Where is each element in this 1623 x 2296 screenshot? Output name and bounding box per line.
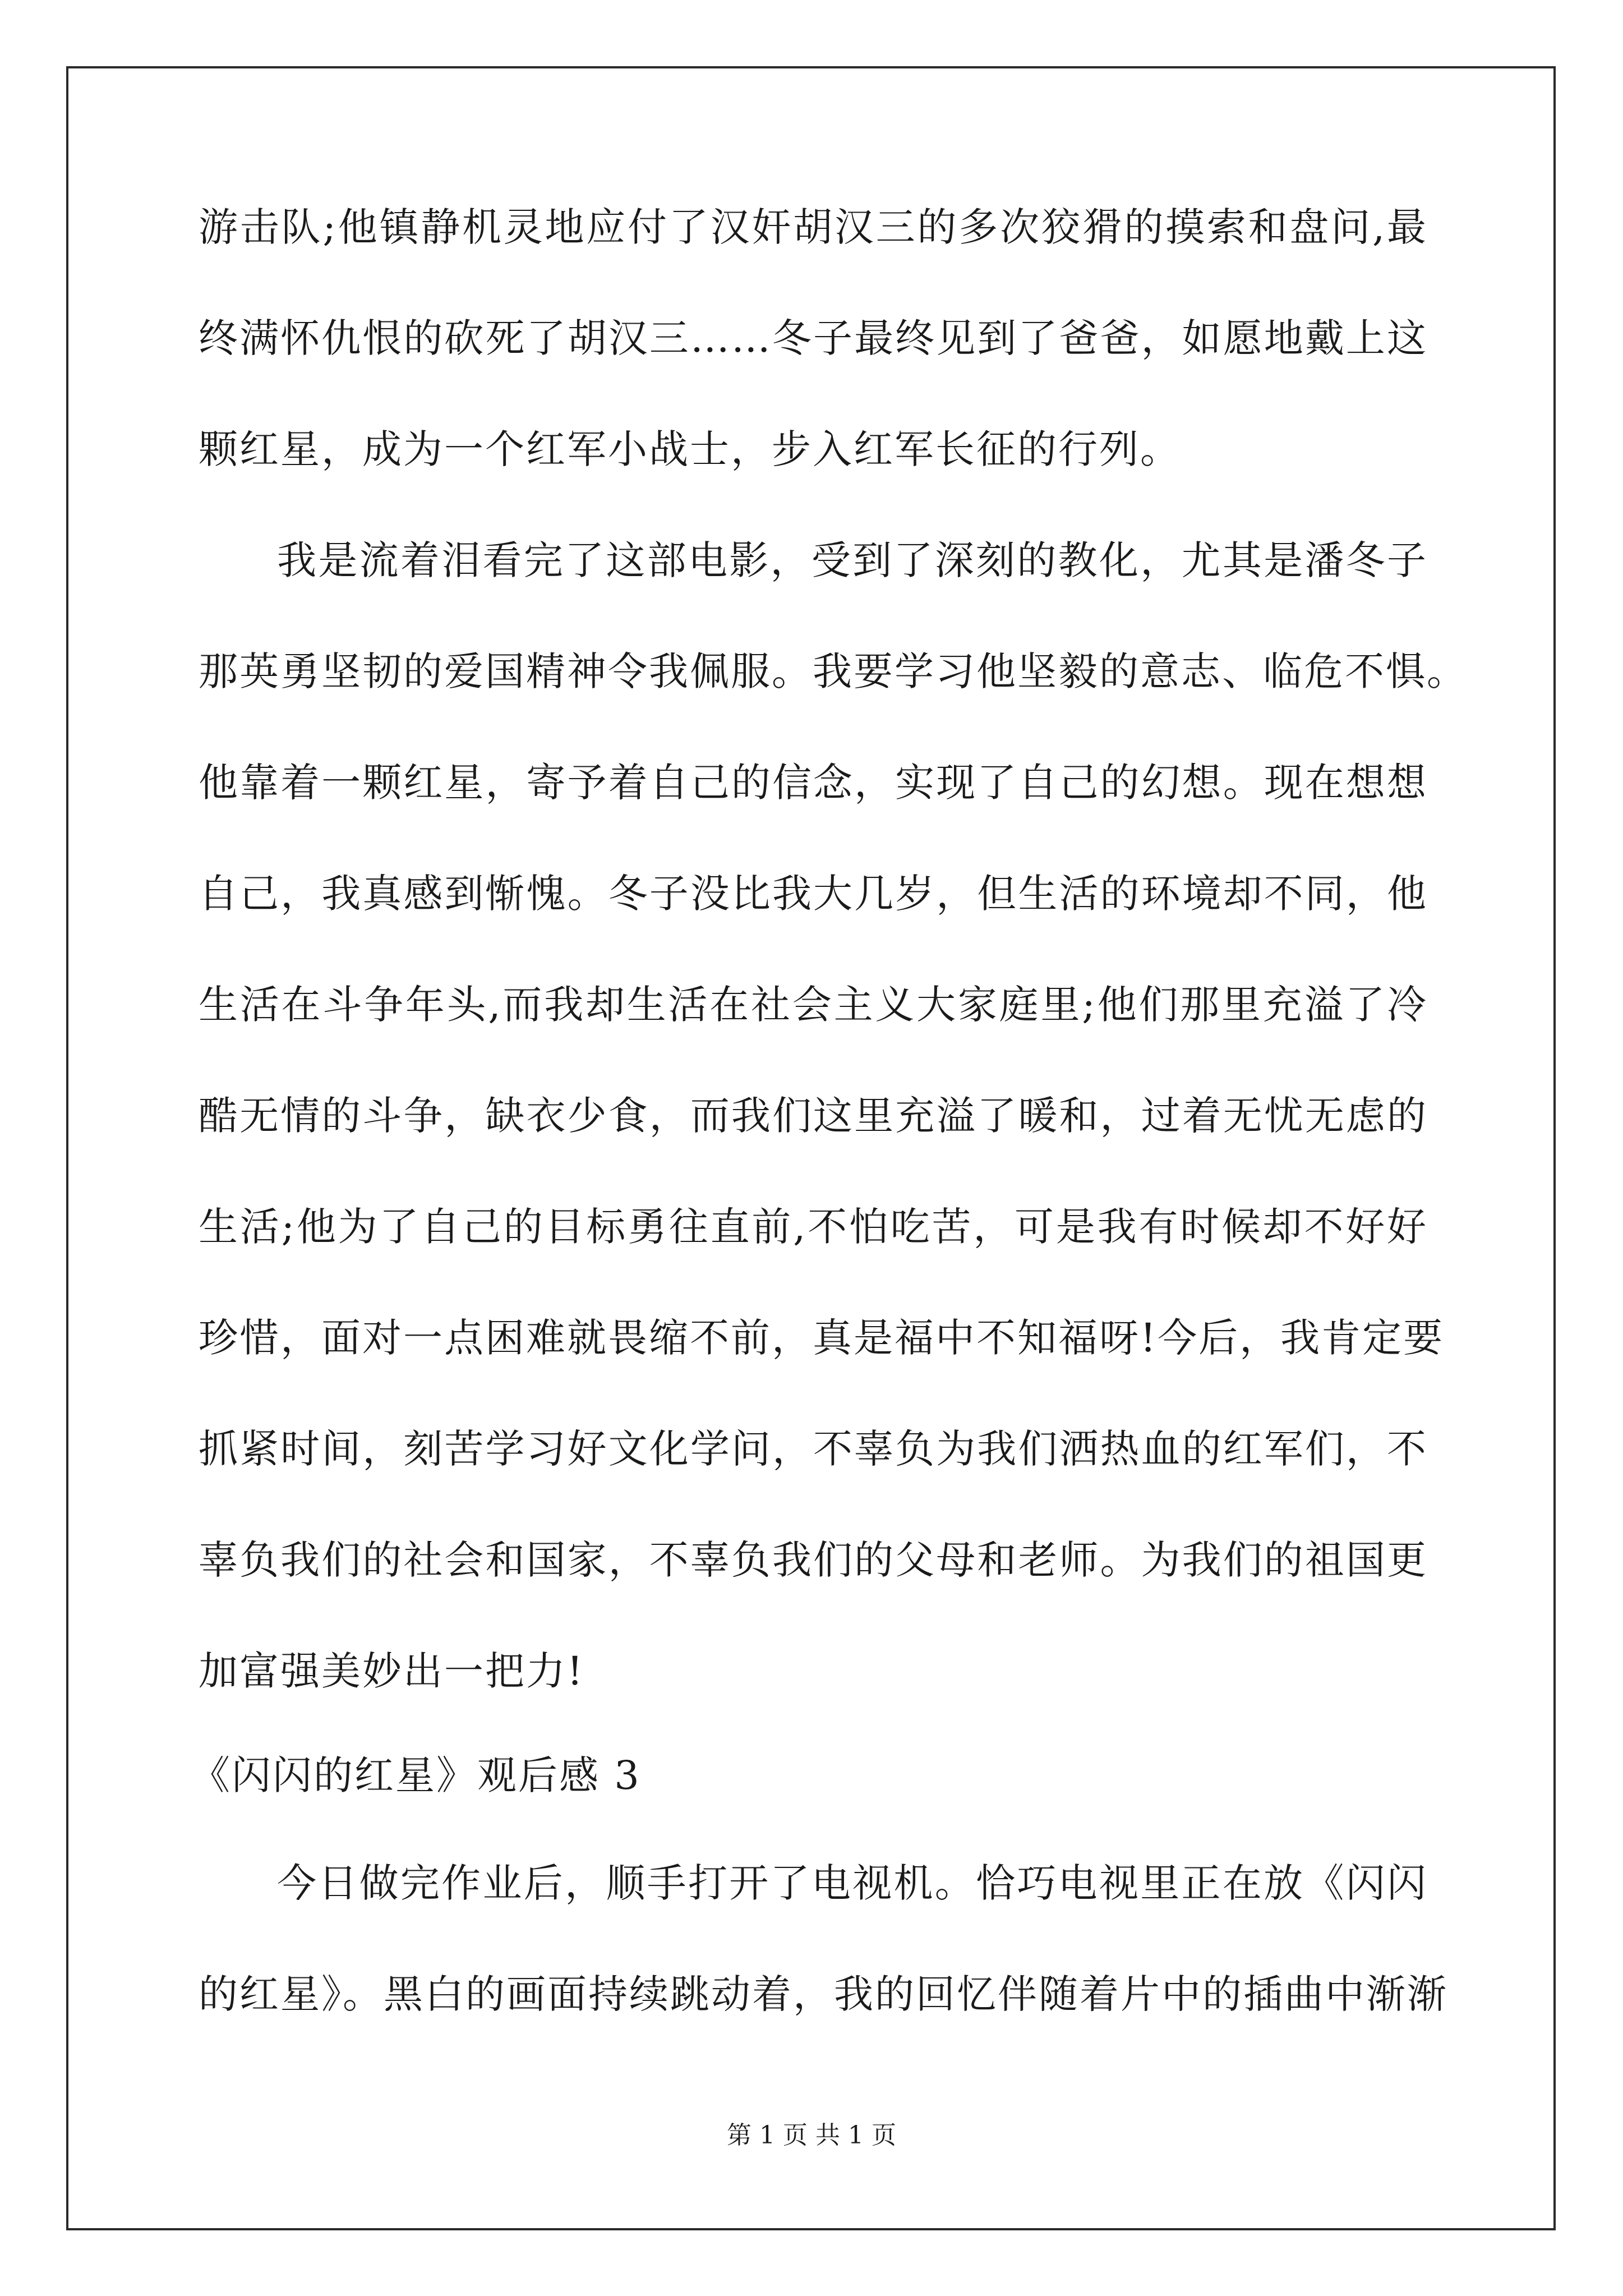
paragraph-line: 的红星》。黑白的画面持续跳动着，我的回忆伴随着片中的插曲中渐渐 [199,1971,1448,2017]
paragraph-line: 辜负我们的社会和国家，不辜负我们的父母和老师。为我们的祖国更 [199,1537,1428,1583]
paragraph-line: 颗红星，成为一个红军小战士，步入红军长征的行列。 [199,426,1181,472]
paragraph-line: 加富强美妙出一把力! [199,1648,585,1694]
page-footer: 第 1 页 共 1 页 [727,2121,896,2150]
paragraph-line: 酷无情的斗争，缺衣少食，而我们这里充溢了暖和，过着无忧无虑的 [199,1093,1428,1139]
paragraph-line: 珍惜，面对一点困难就畏缩不前，真是福中不知福呀!今后，我肯定要 [199,1315,1445,1361]
paragraph-line: 抓紧时间，刻苦学习好文化学问，不辜负为我们洒热血的红军们，不 [199,1426,1428,1472]
paragraph-line: 今日做完作业后，顺手打开了电视机。恰巧电视里正在放《闪闪 [277,1860,1428,1906]
paragraph-line: 游击队;他镇静机灵地应付了汉奸胡汉三的多次狡猾的摸索和盘问,最 [199,204,1428,250]
paragraph-line: 他靠着一颗红星，寄予着自己的信念，实现了自己的幻想。现在想想 [199,760,1428,806]
section-heading: 《闪闪的红星》观后感 3 [191,1752,641,1798]
paragraph-line: 自己，我真感到惭愧。冬子没比我大几岁，但生活的环境却不同，他 [199,871,1428,917]
paragraph-line: 终满怀仇恨的砍死了胡汉三……冬子最终见到了爸爸，如愿地戴上这 [199,315,1428,361]
paragraph-line: 生活在斗争年头,而我却生活在社会主义大家庭里;他们那里充溢了冷 [199,982,1428,1028]
paragraph-line: 生活;他为了自己的目标勇往直前,不怕吃苦，可是我有时候却不好好 [199,1204,1428,1250]
paragraph-line: 我是流着泪看完了这部电影，受到了深刻的教化，尤其是潘冬子 [277,537,1428,583]
paragraph-line: 那英勇坚韧的爱国精神令我佩服。我要学习他坚毅的意志、临危不惧。 [199,648,1468,694]
